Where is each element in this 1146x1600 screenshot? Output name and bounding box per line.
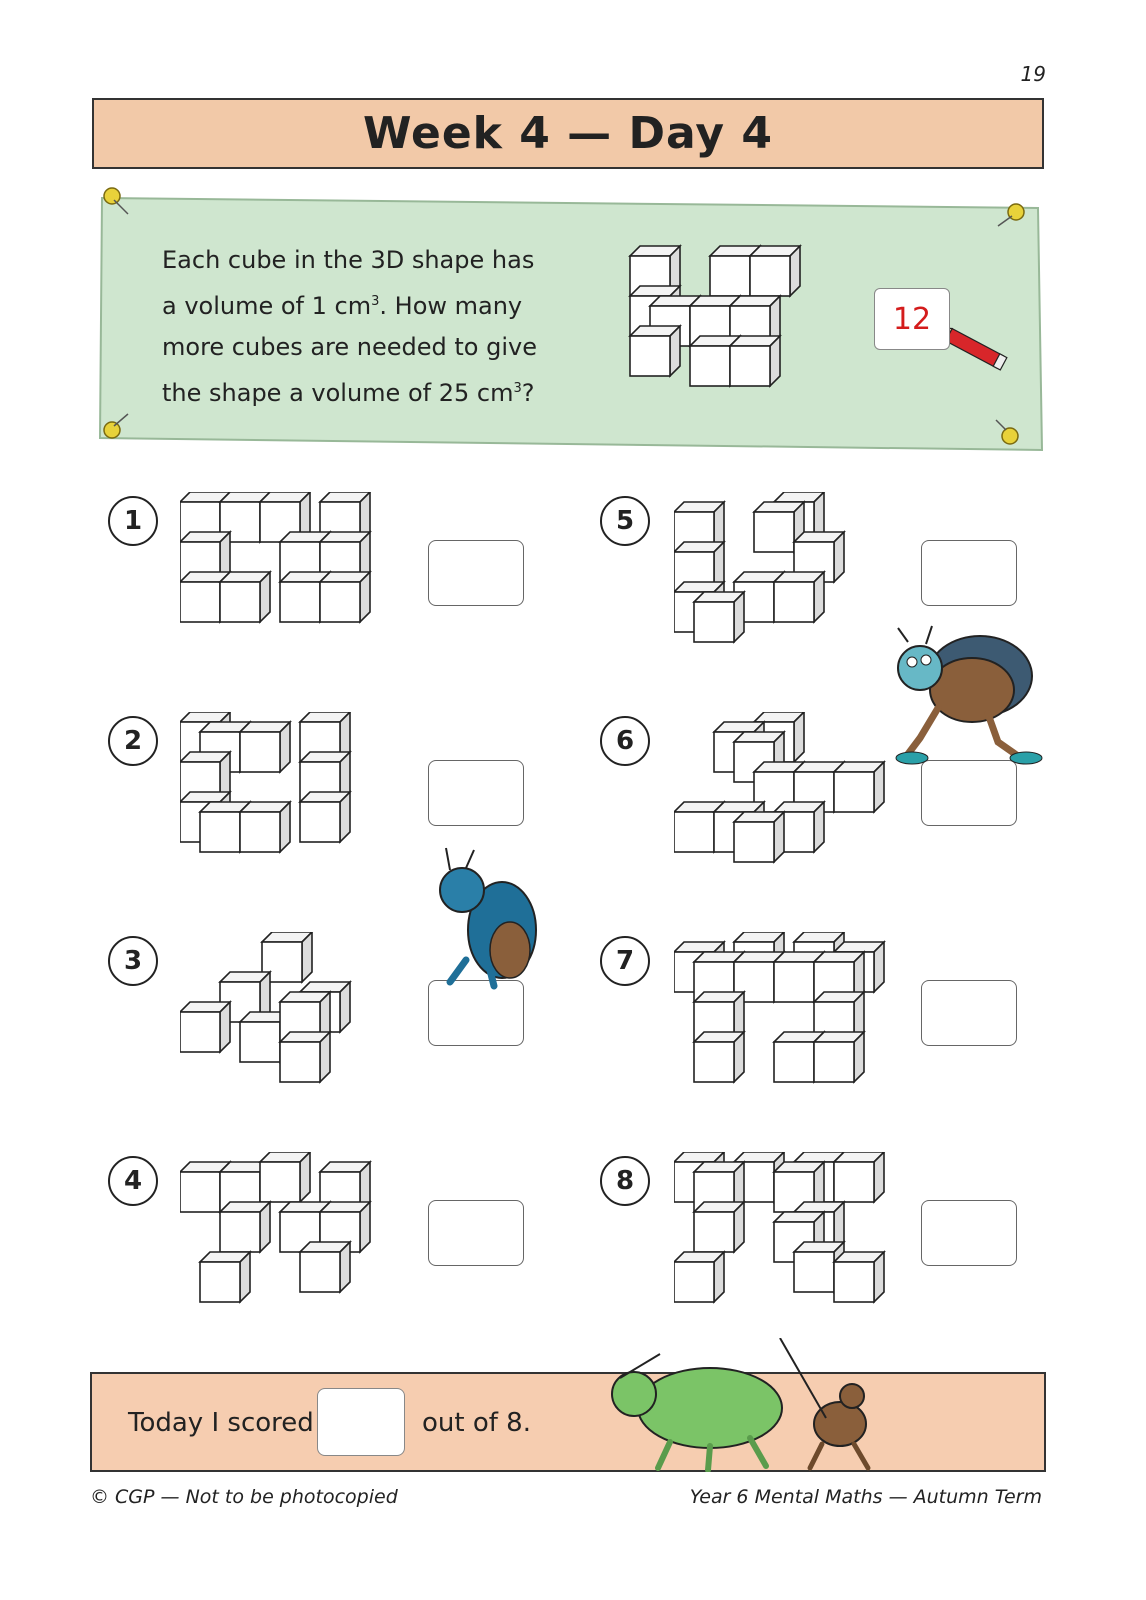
cube-shape-1 (180, 492, 400, 652)
example-answer-box: 12 (874, 288, 950, 350)
score-bar (90, 1372, 1046, 1472)
footer-copyright: © CGP — Not to be photocopied (90, 1486, 398, 1508)
answer-box-1[interactable] (428, 540, 524, 606)
answer-box-8[interactable] (921, 1200, 1017, 1266)
footer-book-title: Year 6 Mental Maths — Autumn Term (689, 1486, 1042, 1508)
example-question (162, 240, 582, 414)
cube-shape-2 (180, 712, 380, 872)
page-number: 19 (1020, 62, 1046, 86)
question-number-5: 5 (600, 496, 650, 546)
answer-box-5[interactable] (921, 540, 1017, 606)
beetle-character-icon (410, 840, 550, 990)
page-title: Week 4 — Day 4 (363, 108, 773, 159)
question-number-4: 4 (108, 1156, 158, 1206)
question-number-3: 3 (108, 936, 158, 986)
question-number-7: 7 (600, 936, 650, 986)
cube-shape-3 (180, 932, 380, 1092)
example-line: a volume of 1 $cm^3$. How many (162, 292, 523, 320)
score-input-box[interactable] (317, 1388, 405, 1456)
answer-box-7[interactable] (921, 980, 1017, 1046)
score-label: Today I scored (128, 1408, 314, 1438)
question-number-1: 1 (108, 496, 158, 546)
example-line: more cubes are needed to give (162, 333, 537, 361)
score-out-of: out of 8. (422, 1408, 531, 1438)
cube-shape-8 (674, 1152, 914, 1322)
bug-characters-icon (600, 1338, 900, 1472)
question-number-6: 6 (600, 716, 650, 766)
cube-shape-5 (674, 492, 854, 662)
answer-box-2[interactable] (428, 760, 524, 826)
cube-shape-7 (674, 932, 914, 1102)
cube-shape-4 (180, 1152, 380, 1322)
question-number-8: 8 (600, 1156, 650, 1206)
question-number-2: 2 (108, 716, 158, 766)
answer-box-4[interactable] (428, 1200, 524, 1266)
beetle-character-icon (868, 618, 1048, 768)
answer-box-6[interactable] (921, 760, 1017, 826)
example-line: the shape a volume of 25 $cm^3$? (162, 379, 535, 407)
example-line: Each cube in the 3D shape has (162, 246, 535, 274)
example-cube-shape (630, 246, 800, 386)
